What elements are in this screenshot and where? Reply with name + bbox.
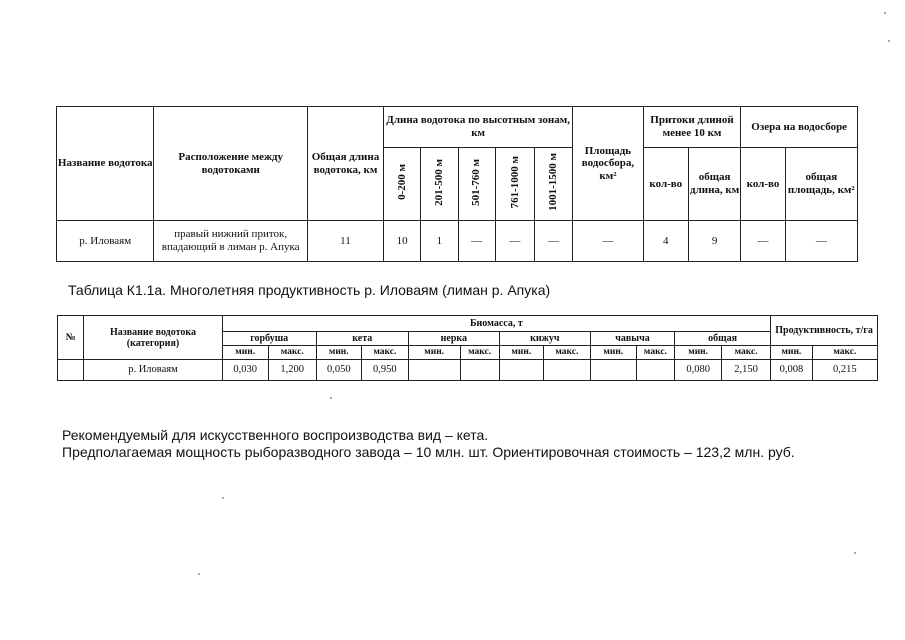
scan-speck — [888, 40, 890, 42]
header-trib-length: общая длина, км — [688, 148, 740, 221]
scan-speck — [884, 12, 886, 14]
header-species-total: общая — [675, 332, 771, 346]
scan-speck — [854, 552, 856, 554]
header-num: № — [58, 316, 84, 360]
cell-trib-count: 4 — [643, 221, 688, 262]
header-min: мин. — [316, 346, 361, 360]
header-species-nerka: нерка — [408, 332, 499, 346]
header-min: мин. — [222, 346, 268, 360]
header-lakes-area: общая площадь, км² — [785, 148, 857, 221]
header-tributaries-group: Притоки длиной менее 10 км — [643, 107, 741, 148]
cell-nerka-min — [408, 360, 460, 381]
watercourse-characteristics-table — [56, 106, 858, 262]
header-biomass: Биомасса, т — [222, 316, 770, 332]
cell-trib-length: 9 — [688, 221, 740, 262]
cell-gorbusha-max: 1,200 — [268, 360, 316, 381]
header-total-length: Общая длина водотока, км — [307, 107, 383, 221]
recommendation-text: Рекомендуемый для искусственного воспроизводства вид – кета. — [62, 427, 489, 443]
cell-gorbusha-min: 0,030 — [222, 360, 268, 381]
cell-name: р. Иловаям — [84, 360, 222, 381]
header-min: мин. — [408, 346, 460, 360]
cell-num — [58, 360, 84, 381]
cell-lakes-count: — — [741, 221, 785, 262]
header-lakes-count: кол-во — [741, 148, 785, 221]
cell-lakes-area: — — [785, 221, 857, 262]
cell-zone-4: — — [495, 221, 534, 262]
header-zone-501-760: 501-760 м — [458, 148, 495, 221]
cell-area: — — [573, 221, 643, 262]
header-area: Площадь водосбора, км² — [573, 107, 643, 221]
header-max: макс. — [460, 346, 499, 360]
header-zones-group: Длина водотока по высотным зонам, км — [384, 107, 573, 148]
table-caption: Таблица К1.1а. Многолетняя продуктивность р. Иловаям (лиман р. Апука) — [68, 282, 551, 298]
cell-zone-3: — — [458, 221, 495, 262]
cell-name: р. Иловаям — [57, 221, 154, 262]
header-zone-1001-1500: 1001-1500 м — [534, 148, 572, 221]
cell-productivity-max: 0,215 — [812, 360, 877, 381]
productivity-table — [57, 315, 878, 381]
cell-chavycha-min — [590, 360, 636, 381]
hatchery-capacity-text: Предполагаемая мощность рыборазводного завода – 10 млн. шт. Ориентировочная стоимость – 123,2 млн. руб. — [62, 444, 795, 460]
header-name: Название водотока — [57, 107, 154, 221]
header-lakes-group: Озера на водосборе — [741, 107, 858, 148]
header-max: макс. — [268, 346, 316, 360]
cell-chavycha-max — [636, 360, 674, 381]
header-min: мин. — [675, 346, 722, 360]
cell-productivity-min: 0,008 — [771, 360, 813, 381]
header-trib-count: кол-во — [643, 148, 688, 221]
header-max: макс. — [543, 346, 590, 360]
cell-kizhuch-max — [543, 360, 590, 381]
header-watercourse-name: Название водотока (категория) — [84, 316, 222, 360]
cell-total-length: 11 — [307, 221, 383, 262]
scan-speck — [222, 497, 224, 499]
header-productivity: Продуктивность, т/га — [771, 316, 878, 346]
cell-zone-5: — — [534, 221, 572, 262]
header-zone-761-1000: 761-1000 м — [495, 148, 534, 221]
header-min: мин. — [590, 346, 636, 360]
cell-keta-max: 0,950 — [361, 360, 408, 381]
cell-total-min: 0,080 — [675, 360, 722, 381]
cell-total-max: 2,150 — [722, 360, 771, 381]
scan-speck — [330, 397, 332, 399]
cell-zone-1: 10 — [384, 221, 421, 262]
cell-location: правый нижний приток, впадающий в лиман р. Апука — [154, 221, 307, 262]
header-max: макс. — [361, 346, 408, 360]
header-max: макс. — [636, 346, 674, 360]
cell-nerka-max — [460, 360, 499, 381]
header-max: макс. — [812, 346, 877, 360]
scan-speck — [198, 573, 200, 575]
header-max: макс. — [722, 346, 771, 360]
header-species-chavycha: чавыча — [590, 332, 674, 346]
cell-zone-2: 1 — [421, 221, 458, 262]
header-location: Расположение между водотоками — [154, 107, 307, 221]
header-species-gorbusha: горбуша — [222, 332, 316, 346]
header-zone-201-500: 201-500 м — [421, 148, 458, 221]
header-min: мин. — [499, 346, 543, 360]
header-zone-0-200: 0-200 м — [384, 148, 421, 221]
cell-keta-min: 0,050 — [316, 360, 361, 381]
table-row — [58, 360, 878, 381]
table-row — [57, 221, 858, 262]
cell-kizhuch-min — [499, 360, 543, 381]
header-species-kizhuch: кижуч — [499, 332, 590, 346]
header-min: мин. — [771, 346, 813, 360]
header-species-keta: кета — [316, 332, 408, 346]
